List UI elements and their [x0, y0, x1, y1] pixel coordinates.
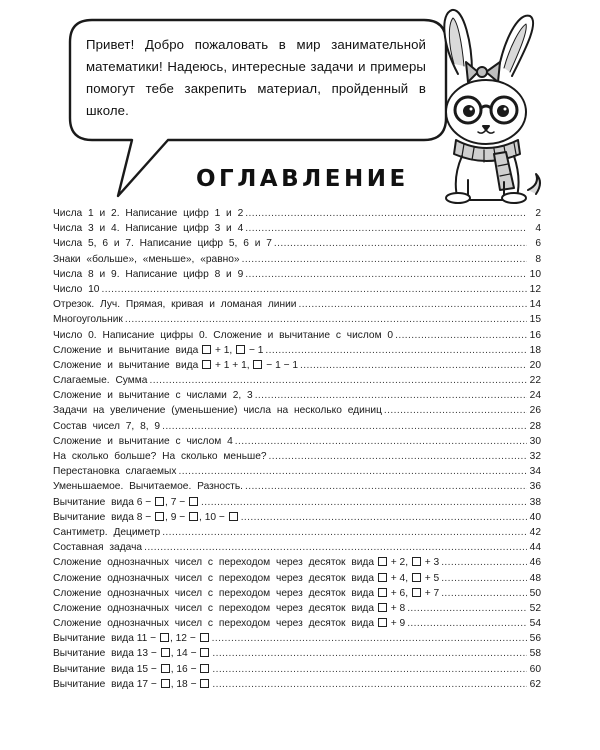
toc-dot-leader	[441, 557, 527, 568]
toc-entry[interactable]	[53, 405, 541, 420]
toc-entry[interactable]	[53, 360, 541, 375]
toc-entry-label: Сложение однозначных чисел с переходом через десяток вида + 6, + 7	[53, 587, 440, 599]
toc-page-number: 50	[529, 587, 541, 599]
toc-dot-leader	[212, 648, 527, 659]
toc-entry-label: Числа 3 и 4. Написание цифр 3 и 4	[53, 223, 244, 235]
blank-box-icon	[200, 648, 209, 657]
toc-entry-label: Сложение однозначных чисел с переходом через десяток вида + 8	[53, 602, 406, 614]
toc-page-number: 48	[529, 572, 541, 584]
blank-box-icon	[200, 679, 209, 688]
toc-dot-leader	[255, 390, 527, 401]
toc-entry-label: Сложение однозначных чисел с переходом через десяток вида + 9	[53, 618, 406, 630]
blank-box-icon	[412, 557, 421, 566]
blank-box-icon	[378, 557, 387, 566]
toc-dot-leader	[407, 603, 527, 614]
toc-entry[interactable]	[53, 648, 541, 663]
toc-page-number: 10	[529, 268, 541, 280]
blank-box-icon	[202, 360, 211, 369]
toc-entry-label: Многоугольник	[53, 314, 123, 326]
blank-box-icon	[189, 512, 198, 521]
blank-box-icon	[200, 664, 209, 673]
toc-page-number: 2	[535, 208, 541, 219]
toc-entry-label: Число 10	[53, 283, 100, 295]
toc-entry-label: Сложение однозначных чисел с переходом через десяток вида + 2, + 3	[53, 557, 440, 569]
toc-page-number: 20	[529, 359, 541, 371]
toc-entry-label: Составная задача	[53, 542, 143, 554]
toc-page-number: 38	[529, 496, 541, 508]
toc-dot-leader	[441, 588, 527, 599]
toc-page-number: 26	[529, 405, 541, 417]
toc-page-number: 12	[529, 283, 541, 295]
toc-dot-leader	[245, 208, 527, 219]
toc-entry-label: Вычитание вида 6 − , 7 −	[53, 497, 199, 508]
toc-entry-label: Сложение и вычитание вида + 1 + 1, − 1 − 1	[53, 359, 299, 371]
toc-dot-leader	[144, 542, 527, 553]
toc-entry[interactable]	[53, 284, 541, 299]
toc-dot-leader	[149, 375, 527, 386]
blank-box-icon	[378, 603, 387, 612]
toc-entry-label: Вычитание вида 8 − , 9 − , 10 −	[53, 512, 239, 523]
toc-entry-label: Числа 5, 6 и 7. Написание цифр 5, 6 и 7	[53, 238, 272, 250]
toc-entry-label: Числа 8 и 9. Написание цифр 8 и 9	[53, 268, 244, 280]
blank-box-icon	[253, 360, 262, 369]
toc-dot-leader	[241, 512, 527, 523]
toc-page-number: 16	[529, 329, 541, 341]
toc-entry-label: Перестановка слагаемых	[53, 466, 177, 478]
blank-box-icon	[161, 648, 170, 657]
toc-entry[interactable]	[53, 436, 541, 451]
toc-entry-label: Вычитание вида 11 − , 12 −	[53, 633, 210, 644]
toc-entry[interactable]	[53, 299, 541, 314]
blank-box-icon	[412, 573, 421, 582]
toc-entry[interactable]	[53, 223, 541, 238]
blank-box-icon	[236, 345, 245, 354]
toc-entry-expression: + 1, − 1	[201, 345, 263, 356]
toc-dot-leader	[269, 451, 527, 462]
toc-dot-leader	[245, 481, 527, 492]
toc-dot-leader	[265, 345, 527, 356]
toc-page-number: 22	[529, 375, 541, 387]
toc-page-number: 58	[529, 648, 541, 660]
toc-entry[interactable]	[53, 588, 541, 603]
toc-dot-leader	[245, 223, 527, 234]
toc-entry[interactable]	[53, 557, 541, 572]
toc-entry[interactable]	[53, 481, 541, 496]
blank-box-icon	[155, 497, 164, 506]
toc-dot-leader	[441, 573, 527, 584]
toc-entry-expression: 8 − , 9 − , 10 −	[137, 512, 239, 523]
toc-page-number: 60	[529, 663, 541, 675]
toc-page-number: 56	[529, 633, 541, 645]
toc-entry[interactable]	[53, 633, 541, 648]
toc-entry-expression: 6 − , 7 −	[137, 497, 199, 508]
toc-entry-label: Отрезок. Луч. Прямая, кривая и ломаная линии	[53, 299, 297, 311]
blank-box-icon	[155, 512, 164, 521]
toc-entry-expression: + 9	[377, 618, 405, 629]
toc-entry-label: На сколько больше? На сколько меньше?	[53, 451, 267, 462]
toc-page-number: 15	[529, 314, 541, 326]
toc-entry[interactable]	[53, 238, 541, 253]
toc-entry[interactable]	[53, 573, 541, 588]
toc-entry[interactable]	[53, 269, 541, 284]
toc-dot-leader	[407, 618, 527, 629]
toc-entry-label: Число 0. Написание цифры 0. Сложение и вычитание с числом 0	[53, 329, 394, 341]
toc-dot-leader	[162, 421, 527, 432]
toc-page-number: 32	[529, 451, 541, 462]
toc-entry-label: Сложение однозначных чисел с переходом через десяток вида + 4, + 5	[53, 572, 440, 584]
blank-box-icon	[161, 664, 170, 673]
toc-entry-expression: + 1 + 1, − 1 − 1	[201, 360, 298, 371]
toc-dot-leader	[162, 527, 527, 538]
toc-entry[interactable]	[53, 421, 541, 436]
toc-dot-leader	[178, 466, 527, 477]
toc-entry-expression: + 4, + 5	[377, 573, 439, 584]
blank-box-icon	[161, 679, 170, 688]
toc-entry[interactable]	[53, 542, 541, 557]
toc-entry-label: Сантиметр. Дециметр	[53, 526, 161, 538]
toc-entry[interactable]	[53, 375, 541, 390]
toc-entry-label: Сложение и вычитание с числами 2, 3	[53, 390, 253, 402]
toc-page-number: 44	[529, 542, 541, 554]
toc-entry-label: Уменьшаемое. Вычитаемое. Разность.	[53, 481, 243, 493]
toc-entry-expression: 11 − , 12 −	[137, 633, 210, 644]
toc-entry[interactable]	[53, 497, 541, 512]
blank-box-icon	[200, 633, 209, 642]
toc-page-number: 24	[529, 390, 541, 402]
toc-dot-leader	[384, 405, 527, 416]
toc-dot-leader	[298, 299, 527, 310]
toc-entry[interactable]	[53, 466, 541, 481]
blank-box-icon	[189, 497, 198, 506]
blank-box-icon	[378, 573, 387, 582]
toc-entry[interactable]	[53, 664, 541, 679]
toc-entry[interactable]	[53, 345, 541, 360]
toc-dot-leader	[125, 314, 527, 325]
toc-entry-label: Сложение и вычитание вида + 1, − 1	[53, 344, 264, 356]
toc-page-number: 4	[535, 223, 541, 235]
toc-page-number: 34	[529, 466, 541, 478]
toc-page-number: 6	[535, 238, 541, 250]
toc-entry[interactable]	[53, 451, 541, 466]
toc-dot-leader	[101, 284, 527, 295]
toc-dot-leader	[245, 269, 527, 280]
toc-page-number: 40	[529, 511, 541, 523]
blank-box-icon	[378, 618, 387, 627]
toc-page-number: 42	[529, 526, 541, 538]
blank-box-icon	[202, 345, 211, 354]
toc-page-number: 18	[529, 344, 541, 356]
toc-entry-expression: 17 − , 18 −	[137, 679, 211, 690]
toc-entry[interactable]	[53, 208, 541, 223]
toc-dot-leader	[212, 664, 527, 675]
toc-entry[interactable]	[53, 254, 541, 269]
toc-entry-label: Состав чисел 7, 8, 9	[53, 420, 161, 432]
toc-entry-label: Вычитание вида 13 − , 14 −	[53, 648, 210, 659]
toc-page-number: 8	[535, 253, 541, 265]
toc-entry-expression: + 2, + 3	[377, 557, 439, 568]
toc-entry-expression: 13 − , 14 −	[137, 648, 211, 659]
toc-page-number: 14	[529, 299, 541, 311]
intro-text: Привет! Добро пожаловать в мир занимательной математики! Надеюсь, интересные задачи и примеры помогут тебе закрепить материал, пройденный в школе.	[86, 37, 426, 118]
toc-page-number: 54	[529, 618, 541, 630]
blank-box-icon	[160, 633, 169, 642]
toc-dot-leader	[242, 254, 527, 265]
toc-entry-label: Знаки «больше», «меньше», «равно»	[53, 253, 240, 265]
toc-entry-label: Вычитание вида 15 − , 16 −	[53, 664, 210, 675]
toc-entry-expression: 15 − , 16 −	[137, 664, 211, 675]
toc-entry[interactable]	[53, 390, 541, 405]
toc-page-number: 62	[529, 678, 541, 690]
toc-dot-leader	[300, 360, 527, 371]
blank-box-icon	[412, 588, 421, 597]
toc-entry[interactable]	[53, 330, 541, 345]
toc-dot-leader	[235, 436, 527, 447]
toc-entry[interactable]	[53, 527, 541, 542]
toc-dot-leader	[201, 497, 527, 508]
toc-entry-label: Сложение и вычитание с числом 4	[53, 435, 233, 447]
blank-box-icon	[229, 512, 238, 521]
toc-entry[interactable]	[53, 679, 541, 694]
table-of-contents	[53, 208, 541, 694]
toc-dot-leader	[274, 238, 527, 249]
toc-entry[interactable]	[53, 512, 541, 527]
toc-page-number: 36	[529, 481, 541, 493]
toc-page-number: 52	[529, 602, 541, 614]
toc-dot-leader	[212, 633, 527, 644]
toc-entry-label: Вычитание вида 17 − , 18 −	[53, 679, 210, 690]
toc-entry[interactable]	[53, 618, 541, 633]
toc-page-number: 46	[529, 557, 541, 569]
toc-entry-expression: + 6, + 7	[377, 588, 439, 599]
page-title: ОГЛАВЛЕНИЕ	[196, 166, 409, 192]
toc-entry-label: Числа 1 и 2. Написание цифр 1 и 2	[53, 208, 244, 219]
toc-dot-leader	[395, 330, 527, 341]
toc-entry[interactable]	[53, 314, 541, 329]
toc-entry-label: Слагаемые. Сумма	[53, 375, 148, 387]
toc-entry-expression: + 8	[377, 603, 405, 614]
toc-entry-label: Задачи на увеличение (уменьшение) числа на несколько единиц	[53, 405, 382, 417]
toc-dot-leader	[212, 679, 527, 690]
toc-page-number: 28	[529, 420, 541, 432]
blank-box-icon	[378, 588, 387, 597]
toc-entry[interactable]	[53, 603, 541, 618]
toc-page-number: 30	[529, 435, 541, 447]
bunny-mascot-illustration	[428, 4, 558, 204]
